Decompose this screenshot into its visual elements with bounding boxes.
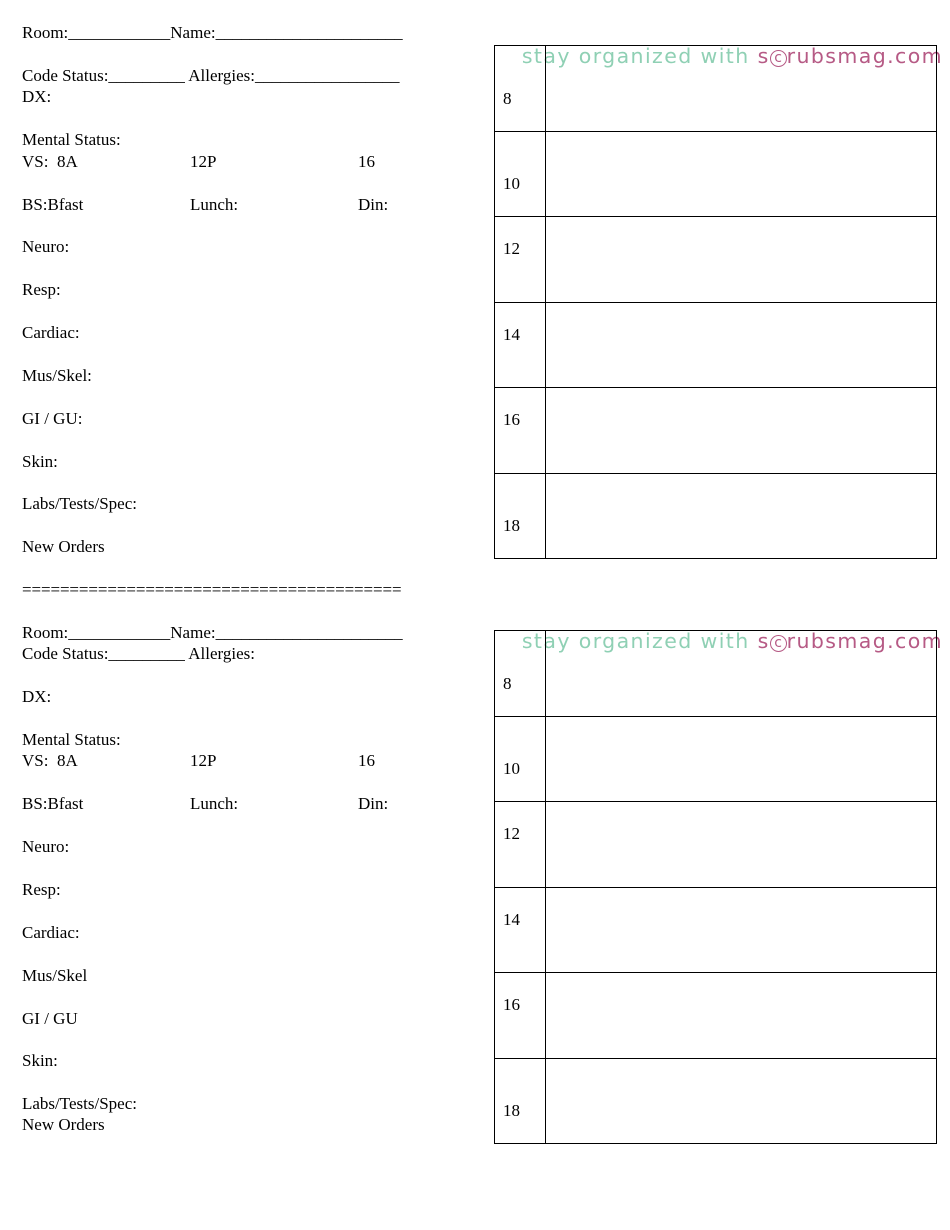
hour-cell: 14 [495, 887, 546, 973]
notes-cell [546, 631, 937, 717]
gi-gu-label: GI / GU: [22, 409, 83, 428]
notes-cell [546, 388, 937, 474]
resp-label: Resp: [22, 880, 61, 899]
hour-cell: 14 [495, 302, 546, 388]
schedule-row [495, 973, 937, 1059]
schedule-row [495, 473, 937, 559]
schedule-row [495, 388, 937, 474]
brand-domain-s: s [757, 629, 770, 653]
mus-skel-label: Mus/Skel [22, 966, 88, 985]
notes-cell [546, 973, 937, 1059]
brand-domain-text: rubsmag.com [786, 629, 944, 653]
section-divider: ======================================== [22, 580, 402, 599]
resp-label: Resp: [22, 280, 61, 299]
hour-cell: 16 [495, 973, 546, 1059]
notes-cell [546, 217, 937, 303]
code-status-allergies-line: Code Status:_________ Allergies:_________________ [22, 66, 400, 85]
vs-label: VS: 8A [22, 751, 78, 770]
schedule-row [495, 631, 937, 717]
hour-cell: 18 [495, 473, 546, 559]
schedule-row [495, 217, 937, 303]
room-name-line: Room:____________Name:______________________ [22, 623, 403, 642]
neuro-label: Neuro: [22, 237, 70, 256]
hour-cell: 12 [495, 802, 546, 888]
mental-status-label: Mental Status: [22, 130, 121, 149]
room-name-line: Room:____________Name:______________________ [22, 23, 403, 42]
mus-skel-label: Mus/Skel: [22, 366, 92, 385]
schedule-row [495, 887, 937, 973]
brand-tagline-text: stay organized with [521, 44, 758, 68]
hour-cell: 12 [495, 217, 546, 303]
bs-lunch-label: Lunch: [190, 195, 239, 214]
neuro-label: Neuro: [22, 837, 70, 856]
code-status-allergies-line: Code Status:_________ Allergies: [22, 644, 255, 663]
notes-cell [546, 802, 937, 888]
schedule-row [495, 46, 937, 132]
gi-gu-label: GI / GU [22, 1009, 78, 1028]
schedule-row [495, 302, 937, 388]
new-orders-label: New Orders [22, 537, 105, 556]
hour-cell: 10 [495, 716, 546, 802]
vs-16-label: 16 [358, 751, 375, 770]
hour-cell: 8 [495, 46, 546, 132]
cardiac-label: Cardiac: [22, 323, 80, 342]
dx-label: DX: [22, 687, 52, 706]
hour-cell: 8 [495, 631, 546, 717]
brand-domain-s: s [757, 44, 770, 68]
bs-lunch-label: Lunch: [190, 794, 239, 813]
brand-tagline-text: stay organized with [521, 629, 758, 653]
hour-cell: 10 [495, 131, 546, 217]
copyright-c-icon: c [770, 635, 787, 652]
new-orders-label: New Orders [22, 1115, 105, 1134]
mental-status-label: Mental Status: [22, 730, 121, 749]
labs-tests-spec-label: Labs/Tests/Spec: [22, 1094, 137, 1113]
bs-bfast-label: BS:Bfast [22, 794, 84, 813]
bs-din-label: Din: [358, 195, 389, 214]
notes-cell [546, 1058, 937, 1144]
vs-16-label: 16 [358, 152, 375, 171]
schedule-row [495, 716, 937, 802]
hourly-schedule-table [494, 630, 937, 1144]
cardiac-label: Cardiac: [22, 923, 80, 942]
hourly-schedule-table [494, 45, 937, 559]
notes-cell [546, 46, 937, 132]
brand-domain-text: rubsmag.com [786, 44, 944, 68]
vs-12p-label: 12P [190, 152, 217, 171]
notes-cell [546, 302, 937, 388]
notes-cell [546, 887, 937, 973]
notes-cell [546, 473, 937, 559]
bs-bfast-label: BS:Bfast [22, 195, 84, 214]
vs-12p-label: 12P [190, 751, 217, 770]
copyright-c-icon: c [770, 50, 787, 67]
schedule-row [495, 1058, 937, 1144]
notes-cell [546, 131, 937, 217]
bs-din-label: Din: [358, 794, 389, 813]
dx-label: DX: [22, 87, 52, 106]
hour-cell: 16 [495, 388, 546, 474]
labs-tests-spec-label: Labs/Tests/Spec: [22, 494, 137, 513]
skin-label: Skin: [22, 1051, 58, 1070]
skin-label: Skin: [22, 452, 58, 471]
hour-cell: 18 [495, 1058, 546, 1144]
vs-label: VS: 8A [22, 152, 78, 171]
schedule-row [495, 802, 937, 888]
notes-cell [546, 716, 937, 802]
schedule-row [495, 131, 937, 217]
